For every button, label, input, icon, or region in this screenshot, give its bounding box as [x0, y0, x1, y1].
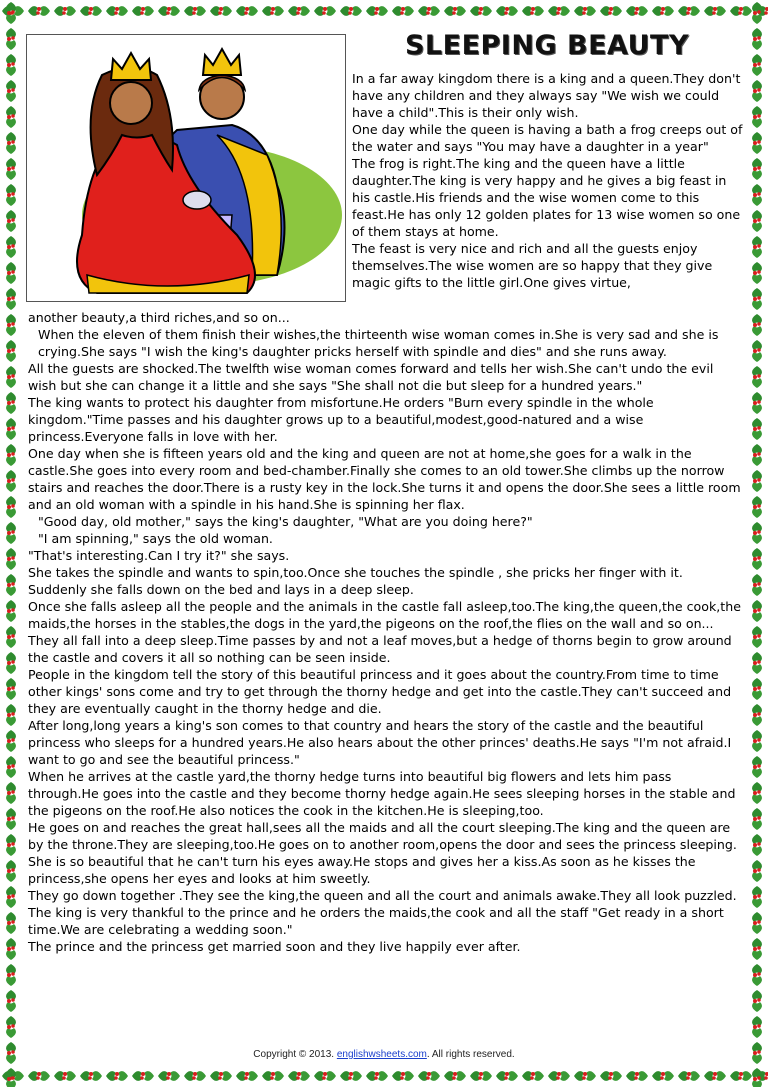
- paragraph: The king wants to protect his daughter from misfortune.He orders "Burn every spindle in the whole kingdom."Time passes and his daughter grows up to a beautiful,modest,good-natured and a wise princess.Everyone falls in love with her.: [28, 395, 654, 444]
- paragraph: When the eleven of them finish their wishes,the thirteenth wise woman comes in.She is very sad and she is crying.She says "I wish the king's daughter pricks herself with spindle and dies" and she runs away.: [38, 327, 719, 359]
- king-crown: [203, 49, 241, 75]
- dialogue-line: "I am spinning," says the old woman.: [38, 531, 273, 546]
- page-title: SLEEPING BEAUTY: [404, 30, 689, 61]
- paragraph: The prince and the princess get married soon and they live happily ever after.: [28, 939, 521, 954]
- dialogue-line: "Good day, old mother," says the king's daughter, "What are you doing here?": [38, 514, 533, 529]
- dialogue-line: "That's interesting.Can I try it?" she says.: [28, 548, 290, 563]
- paragraph: After long,long years a king's son comes to that country and hears the story of the castle and the beautiful princess who sleeps for a hundred years.He also hears about the other princes' deaths.He says "I'm not afraid.I want to go and see the beautiful princess.": [28, 718, 732, 767]
- paragraph: In a far away kingdom there is a king and a queen.They don't have any children and they always say "We wish we could have a child".This is their only wish.: [352, 71, 741, 120]
- story-body: [28, 309, 744, 955]
- paragraph: He goes on and reaches the great hall,sees all the maids and all the court sleeping.The king and the queen are by the throne.They are sleeping,too.He goes on to another room,opens the door and sees the princess sleeping.: [28, 820, 737, 852]
- paragraph: The king is very thankful to the prince and he orders the maids,the cook and all the staff "Get ready in a short time.We are celebrating a wedding soon.": [28, 905, 724, 937]
- paragraph: The frog is right.The king and the queen have a little daughter.The king is very happy and he gives a big feast in his castle.His friends and the wise women come to this feast.He has only 12 golden plates for 13 wise women so one of them stays at home.: [352, 156, 741, 239]
- paragraph: One day while the queen is having a bath a frog creeps out of the water and says "You may have a daughter in a year": [352, 122, 743, 154]
- paragraph: another beauty,a third riches,and so on...: [28, 310, 290, 325]
- paragraph: They go down together .They see the king,the queen and all the court and animals awake.They all look puzzled.: [28, 888, 737, 903]
- holly-border-bottom: [0, 1065, 768, 1087]
- paragraph: She is so beautiful that he can't turn his eyes away.He stops and gives her a kiss.As soon as he kisses the princess,she opens her eyes and looks at him sweetly.: [28, 854, 696, 886]
- website-link[interactable]: englishwsheets.com: [336, 1049, 427, 1060]
- paragraph: All the guests are shocked.The twelfth wise woman comes forward and tells her wish.She can't undo the evil wish but she can change it a little and she says "She shall not die but sleep for a hundred years.": [28, 361, 714, 393]
- king-and-queen-illustration: [26, 34, 346, 302]
- holly-border-top: [0, 0, 768, 22]
- paragraph: People in the kingdom tell the story of this beautiful princess and it goes about the country.From time to time other kings' sons come and try to get through the thorny hedge and get into the castle.They can't succeed and they are eventually caught in the thorny hedge and die.: [28, 667, 732, 716]
- paragraph: When he arrives at the castle yard,the thorny hedge turns into beautiful big flowers and lets him pass through.He goes into the castle and they become thorny hedge again.He sees sleeping horses in the stable and the pigeons on the roof.He also notices the cook in the kitchen.He is sleeping,too.: [28, 769, 736, 818]
- copyright-suffix: . All rights reserved.: [426, 1049, 515, 1060]
- holly-border-left: [0, 0, 22, 1087]
- paragraph: Suddenly she falls down on the bed and lays in a deep sleep.: [28, 582, 414, 597]
- paragraph: She takes the spindle and wants to spin,too.Once she touches the spindle , she pricks her finger with it.: [28, 565, 683, 580]
- paragraph: One day when she is fifteen years old and the king and queen are not at home,she goes for a walk in the castle.She goes into every room and bed-chamber.Finally she comes to an old tower.She climbs up the norrow stairs and reaches the door.There is a rusty key in the lock.She turns it and opens the door.She sees a little room and an old woman with a spindle in his hand.She is spinning her flax.: [28, 446, 741, 512]
- paragraph: Once she falls asleep all the people and the animals in the castle fall asleep,too.The king,the queen,the cook,the maids,the horses in the stables,the dogs in the yard,the pigeons on the roof,the flies on the wall and so on... They all fall into a deep sleep.Time passes by and not a leaf moves,but a hedge of thorns begin to grow around the castle and covers it all so nothing can be seen inside.: [28, 599, 741, 665]
- copyright-prefix: Copyright © 2013.: [253, 1049, 337, 1060]
- intro-text: [352, 70, 744, 291]
- paragraph: The feast is very nice and rich and all the guests enjoy themselves.The wise women are so happy that they give magic gifts to the little girl.One gives virtue,: [352, 241, 713, 290]
- queen-crown: [111, 53, 151, 80]
- holly-border-right: [746, 0, 768, 1087]
- copyright-footer: [0, 1049, 768, 1060]
- queen-face: [110, 82, 152, 124]
